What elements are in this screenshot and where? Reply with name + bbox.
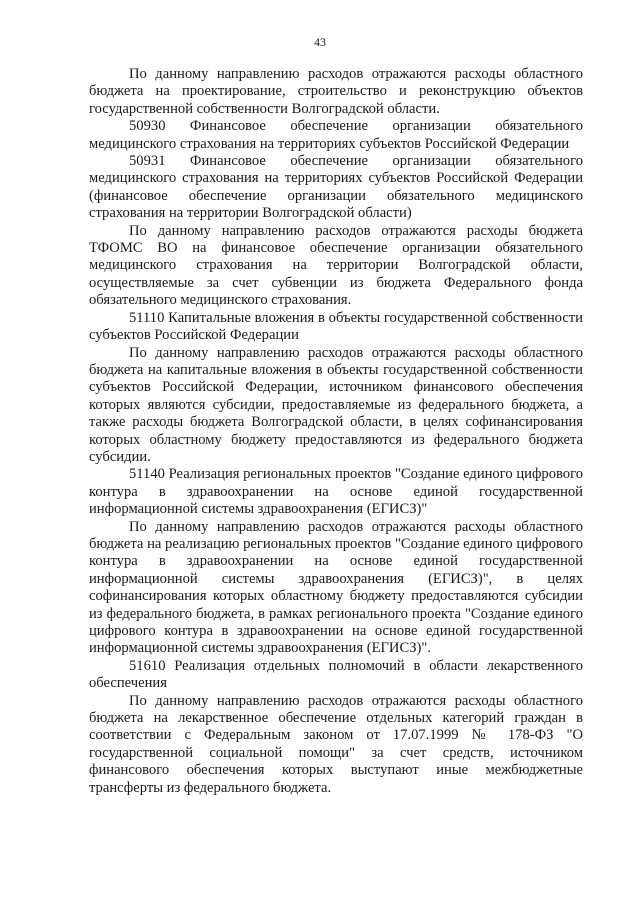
paragraph-code-51610: 51610 Реализация отдельных полномочий в области лекарственного обеспечения bbox=[89, 657, 583, 692]
paragraph-capital-investment-text: По данному направлению расходов отражаются расходы областного бюджета на капитальные вложения в объекты государственной собственности субъектов Российской Федерации, источником финансового обеспечения которых являются субсидии, предоставляемые из федерального бюджета, а также расходы бюджета Волгоградской области, в целях софинансирования которых областному бюджету предоставляются из федерального бюджета субсидии. bbox=[89, 344, 583, 465]
paragraph-code-50930: 50930 Финансовое обеспечение организации обязательного медицинского страхования на территориях субъектов Российской Федерации bbox=[89, 118, 583, 152]
paragraph-capital-construction-text: По данному направлению расходов отражаются расходы областного бюджета на проектирование, строительство и реконструкцию объектов государственной собственности Волгоградской области. bbox=[89, 66, 583, 117]
paragraph-code-50931: 50931 Финансовое обеспечение организации обязательного медицинского страхования на территориях субъектов Российской Федерации (финансовое обеспечение организации обязательного медицинского страхования на территории Волгоградской области) bbox=[89, 153, 583, 222]
page-number: 43 bbox=[314, 35, 326, 49]
document-body bbox=[89, 66, 583, 797]
paragraph-code-51140: 51140 Реализация региональных проектов "Создание единого цифрового контура в здравоохранении на основе единой государственной информационной системы здравоохранения (ЕГИСЗ)" bbox=[89, 466, 583, 518]
paragraph-code-51110: 51110 Капитальные вложения в объекты государственной собственности субъектов Российской Федерации bbox=[89, 309, 583, 344]
paragraph-drug-supply-text: По данному направлению расходов отражаются расходы областного бюджета на лекарственное обеспечение отдельных категорий граждан в соответствии с Федеральным законом от 17.07.1999 № 178-ФЗ "О государственной социальной помощи" за счет средств, источником финансового обеспечения которых выступают иные межбюджетные трансферты из федерального бюджета. bbox=[89, 692, 583, 796]
paragraph-egisz-text: По данному направлению расходов отражаются расходы областного бюджета на реализацию региональных проектов "Создание единого цифрового контура в здравоохранении на основе единой государственной информационной системы здравоохранения (ЕГИСЗ)", в целях софинансирования которых областному бюджету предоставляются субсидии из федерального бюджета, в рамках регионального проекта "Создание единого цифрового контура в здравоохранении на основе единой государственной информационной системы здравоохранения (ЕГИСЗ)". bbox=[89, 518, 583, 657]
paragraph-tfoms-text: По данному направлению расходов отражаются расходы бюджета ТФОМС ВО на финансовое обеспечение организации обязательного медицинского страхования на территории Волгоградской области, осуществляемые за счет субвенции из бюджета Федерального фонда обязательного медицинского страхования. bbox=[89, 222, 583, 309]
